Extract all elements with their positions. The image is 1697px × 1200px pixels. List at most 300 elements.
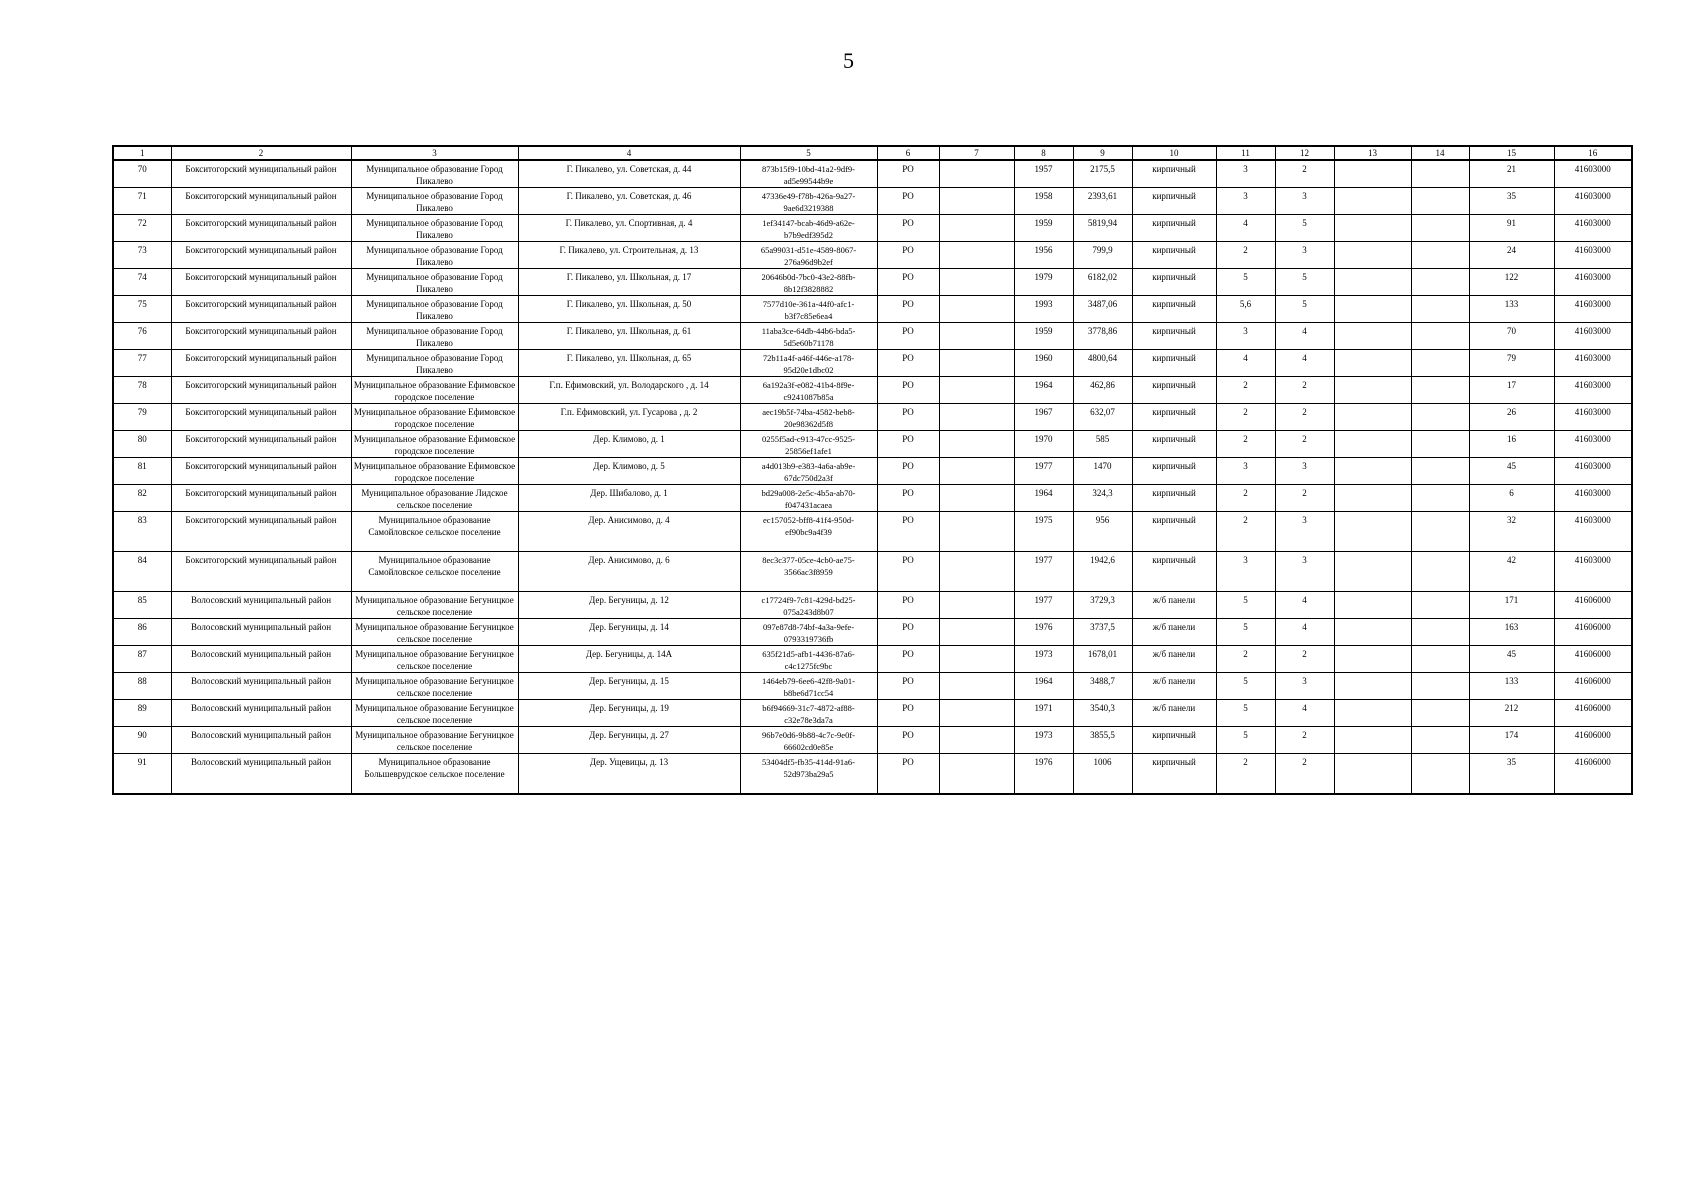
cell-municipality: Муниципальное образование Самойловское сельское поселение <box>351 552 518 592</box>
table-row <box>113 296 1632 323</box>
cell-col-14 <box>1411 269 1469 296</box>
cell-col-13 <box>1334 727 1411 754</box>
cell-col-7 <box>939 242 1014 269</box>
cell-district: Бокситогорский муниципальный район <box>171 323 351 350</box>
column-header-10: 10 <box>1132 146 1216 160</box>
cell-col-7 <box>939 485 1014 512</box>
cell-category: РО <box>877 404 939 431</box>
cell-residents: 45 <box>1469 646 1554 673</box>
cell-category: РО <box>877 160 939 188</box>
cell-area: 2393,61 <box>1073 188 1132 215</box>
column-header-7: 7 <box>939 146 1014 160</box>
cell-col-14 <box>1411 485 1469 512</box>
cell-col-14 <box>1411 431 1469 458</box>
cell-oktmo: 41606000 <box>1554 592 1632 619</box>
cell-year-built: 1979 <box>1014 269 1073 296</box>
cell-col-13 <box>1334 485 1411 512</box>
cell-address: Г. Пикалево, ул. Школьная, д. 65 <box>518 350 740 377</box>
cell-col-13 <box>1334 296 1411 323</box>
cell-fias-id: bd29a008-2e5c-4b5a-ab70-f047431acaea <box>740 485 877 512</box>
cell-municipality: Муниципальное образование Город Пикалево <box>351 188 518 215</box>
cell-row-number: 75 <box>113 296 171 323</box>
cell-col-14 <box>1411 458 1469 485</box>
cell-district: Бокситогорский муниципальный район <box>171 215 351 242</box>
cell-district: Волосовский муниципальный район <box>171 646 351 673</box>
cell-col-7 <box>939 754 1014 795</box>
table-row <box>113 188 1632 215</box>
cell-municipality: Муниципальное образование Ефимовское городское поселение <box>351 458 518 485</box>
cell-residents: 35 <box>1469 188 1554 215</box>
cell-oktmo: 41606000 <box>1554 727 1632 754</box>
column-header-2: 2 <box>171 146 351 160</box>
cell-year-built: 1970 <box>1014 431 1073 458</box>
cell-year-built: 1964 <box>1014 377 1073 404</box>
cell-entrances: 2 <box>1275 431 1334 458</box>
cell-address: Г. Пикалево, ул. Строительная, д. 13 <box>518 242 740 269</box>
cell-fias-id: ec157052-bff8-41f4-950d-ef90bc9a4f39 <box>740 512 877 552</box>
cell-oktmo: 41603000 <box>1554 512 1632 552</box>
cell-fias-id: 20646b0d-7bc0-43e2-88fb-8b12f3828882 <box>740 269 877 296</box>
cell-district: Бокситогорский муниципальный район <box>171 377 351 404</box>
cell-floors: 2 <box>1216 646 1275 673</box>
cell-wall-material: кирпичный <box>1132 431 1216 458</box>
cell-year-built: 1956 <box>1014 242 1073 269</box>
cell-district: Бокситогорский муниципальный район <box>171 296 351 323</box>
cell-col-14 <box>1411 619 1469 646</box>
cell-row-number: 90 <box>113 727 171 754</box>
cell-category: РО <box>877 512 939 552</box>
cell-col-14 <box>1411 242 1469 269</box>
cell-residents: 42 <box>1469 552 1554 592</box>
cell-district: Бокситогорский муниципальный район <box>171 431 351 458</box>
cell-col-7 <box>939 646 1014 673</box>
cell-district: Бокситогорский муниципальный район <box>171 188 351 215</box>
cell-wall-material: кирпичный <box>1132 458 1216 485</box>
cell-col-13 <box>1334 673 1411 700</box>
cell-municipality: Муниципальное образование Ефимовское городское поселение <box>351 377 518 404</box>
cell-area: 799,9 <box>1073 242 1132 269</box>
table-row <box>113 458 1632 485</box>
cell-year-built: 1964 <box>1014 485 1073 512</box>
cell-address: Г. Пикалево, ул. Спортивная, д. 4 <box>518 215 740 242</box>
cell-fias-id: 1464eb79-6ee6-42f8-9a01-b8be6d71cc54 <box>740 673 877 700</box>
cell-entrances: 2 <box>1275 485 1334 512</box>
cell-year-built: 1976 <box>1014 619 1073 646</box>
cell-row-number: 82 <box>113 485 171 512</box>
cell-floors: 3 <box>1216 160 1275 188</box>
cell-entrances: 4 <box>1275 592 1334 619</box>
cell-col-7 <box>939 296 1014 323</box>
cell-row-number: 78 <box>113 377 171 404</box>
cell-floors: 3 <box>1216 552 1275 592</box>
cell-district: Бокситогорский муниципальный район <box>171 512 351 552</box>
cell-oktmo: 41603000 <box>1554 296 1632 323</box>
cell-address: Дер. Климово, д. 5 <box>518 458 740 485</box>
cell-row-number: 89 <box>113 700 171 727</box>
cell-year-built: 1973 <box>1014 646 1073 673</box>
cell-oktmo: 41606000 <box>1554 754 1632 795</box>
cell-floors: 2 <box>1216 512 1275 552</box>
cell-col-13 <box>1334 188 1411 215</box>
cell-year-built: 1977 <box>1014 592 1073 619</box>
column-header-16: 16 <box>1554 146 1632 160</box>
cell-entrances: 3 <box>1275 188 1334 215</box>
cell-wall-material: кирпичный <box>1132 485 1216 512</box>
cell-area: 1678,01 <box>1073 646 1132 673</box>
cell-fias-id: 1ef34147-bcab-46d9-a62e-b7b9edf395d2 <box>740 215 877 242</box>
cell-entrances: 2 <box>1275 404 1334 431</box>
cell-district: Бокситогорский муниципальный район <box>171 552 351 592</box>
cell-col-14 <box>1411 592 1469 619</box>
cell-area: 3729,3 <box>1073 592 1132 619</box>
cell-entrances: 2 <box>1275 377 1334 404</box>
cell-address: Дер. Бегуницы, д. 19 <box>518 700 740 727</box>
cell-municipality: Муниципальное образование Бегуницкое сельское поселение <box>351 700 518 727</box>
cell-col-14 <box>1411 700 1469 727</box>
cell-residents: 122 <box>1469 269 1554 296</box>
cell-category: РО <box>877 552 939 592</box>
cell-residents: 6 <box>1469 485 1554 512</box>
cell-col-14 <box>1411 160 1469 188</box>
cell-fias-id: 11aba3ce-64db-44b6-bda5-5d5e60b71178 <box>740 323 877 350</box>
cell-fias-id: 6a192a3f-e082-41b4-8f9e-c9241087b85a <box>740 377 877 404</box>
cell-col-7 <box>939 458 1014 485</box>
column-header-8: 8 <box>1014 146 1073 160</box>
table-row <box>113 404 1632 431</box>
cell-col-13 <box>1334 512 1411 552</box>
table-row <box>113 431 1632 458</box>
cell-area: 3540,3 <box>1073 700 1132 727</box>
cell-col-13 <box>1334 700 1411 727</box>
cell-address: Г. Пикалево, ул. Школьная, д. 61 <box>518 323 740 350</box>
cell-area: 3855,5 <box>1073 727 1132 754</box>
table-row <box>113 512 1632 552</box>
cell-category: РО <box>877 700 939 727</box>
cell-col-14 <box>1411 323 1469 350</box>
cell-row-number: 86 <box>113 619 171 646</box>
cell-address: Дер. Ущевицы, д. 13 <box>518 754 740 795</box>
cell-col-13 <box>1334 552 1411 592</box>
cell-row-number: 91 <box>113 754 171 795</box>
table-row <box>113 242 1632 269</box>
cell-col-7 <box>939 512 1014 552</box>
cell-oktmo: 41606000 <box>1554 673 1632 700</box>
cell-entrances: 4 <box>1275 619 1334 646</box>
cell-year-built: 1971 <box>1014 700 1073 727</box>
column-header-1: 1 <box>113 146 171 160</box>
cell-floors: 5 <box>1216 673 1275 700</box>
cell-municipality: Муниципальное образование Самойловское сельское поселение <box>351 512 518 552</box>
table-row <box>113 552 1632 592</box>
cell-municipality: Муниципальное образование Город Пикалево <box>351 323 518 350</box>
cell-wall-material: кирпичный <box>1132 512 1216 552</box>
cell-row-number: 80 <box>113 431 171 458</box>
cell-col-14 <box>1411 350 1469 377</box>
cell-col-13 <box>1334 377 1411 404</box>
cell-year-built: 1958 <box>1014 188 1073 215</box>
cell-wall-material: кирпичный <box>1132 552 1216 592</box>
cell-col-13 <box>1334 646 1411 673</box>
cell-address: Г. Пикалево, ул. Советская, д. 44 <box>518 160 740 188</box>
cell-municipality: Муниципальное образование Город Пикалево <box>351 215 518 242</box>
cell-wall-material: ж/б панели <box>1132 673 1216 700</box>
cell-col-13 <box>1334 242 1411 269</box>
cell-address: Дер. Бегуницы, д. 15 <box>518 673 740 700</box>
cell-year-built: 1977 <box>1014 552 1073 592</box>
cell-oktmo: 41603000 <box>1554 215 1632 242</box>
cell-floors: 3 <box>1216 323 1275 350</box>
cell-area: 462,86 <box>1073 377 1132 404</box>
cell-entrances: 5 <box>1275 215 1334 242</box>
cell-residents: 21 <box>1469 160 1554 188</box>
cell-col-13 <box>1334 458 1411 485</box>
column-header-9: 9 <box>1073 146 1132 160</box>
cell-residents: 24 <box>1469 242 1554 269</box>
cell-area: 3737,5 <box>1073 619 1132 646</box>
cell-col-14 <box>1411 727 1469 754</box>
cell-entrances: 3 <box>1275 552 1334 592</box>
table-row <box>113 215 1632 242</box>
cell-col-7 <box>939 673 1014 700</box>
cell-area: 1006 <box>1073 754 1132 795</box>
cell-district: Бокситогорский муниципальный район <box>171 404 351 431</box>
cell-year-built: 1977 <box>1014 458 1073 485</box>
cell-municipality: Муниципальное образование Город Пикалево <box>351 269 518 296</box>
cell-municipality: Муниципальное образование Ефимовское городское поселение <box>351 431 518 458</box>
cell-entrances: 4 <box>1275 323 1334 350</box>
cell-municipality: Муниципальное образование Лидское сельское поселение <box>351 485 518 512</box>
cell-col-7 <box>939 592 1014 619</box>
cell-wall-material: кирпичный <box>1132 727 1216 754</box>
cell-oktmo: 41603000 <box>1554 431 1632 458</box>
cell-entrances: 3 <box>1275 673 1334 700</box>
cell-col-13 <box>1334 404 1411 431</box>
cell-oktmo: 41603000 <box>1554 552 1632 592</box>
cell-row-number: 76 <box>113 323 171 350</box>
cell-row-number: 71 <box>113 188 171 215</box>
cell-floors: 2 <box>1216 431 1275 458</box>
cell-floors: 3 <box>1216 458 1275 485</box>
cell-residents: 79 <box>1469 350 1554 377</box>
cell-category: РО <box>877 269 939 296</box>
cell-col-7 <box>939 727 1014 754</box>
cell-floors: 2 <box>1216 377 1275 404</box>
cell-floors: 5 <box>1216 619 1275 646</box>
cell-wall-material: кирпичный <box>1132 215 1216 242</box>
cell-entrances: 2 <box>1275 646 1334 673</box>
cell-residents: 133 <box>1469 296 1554 323</box>
cell-col-13 <box>1334 323 1411 350</box>
cell-area: 585 <box>1073 431 1132 458</box>
cell-fias-id: 8ec3c377-05ce-4cb0-ae75-3566ac3f8959 <box>740 552 877 592</box>
cell-floors: 4 <box>1216 350 1275 377</box>
cell-residents: 133 <box>1469 673 1554 700</box>
cell-year-built: 1957 <box>1014 160 1073 188</box>
cell-oktmo: 41606000 <box>1554 619 1632 646</box>
cell-fias-id: 96b7e0d6-9b88-4c7c-9e0f-66602cd0e85e <box>740 727 877 754</box>
cell-row-number: 87 <box>113 646 171 673</box>
cell-residents: 171 <box>1469 592 1554 619</box>
table-row <box>113 673 1632 700</box>
cell-col-13 <box>1334 592 1411 619</box>
cell-entrances: 2 <box>1275 160 1334 188</box>
cell-col-14 <box>1411 646 1469 673</box>
cell-row-number: 73 <box>113 242 171 269</box>
cell-col-7 <box>939 323 1014 350</box>
cell-residents: 17 <box>1469 377 1554 404</box>
cell-year-built: 1959 <box>1014 215 1073 242</box>
cell-wall-material: кирпичный <box>1132 269 1216 296</box>
cell-fias-id: c17724f9-7c81-429d-bd25-075a243d8b07 <box>740 592 877 619</box>
cell-wall-material: кирпичный <box>1132 350 1216 377</box>
cell-year-built: 1976 <box>1014 754 1073 795</box>
cell-category: РО <box>877 754 939 795</box>
cell-municipality: Муниципальное образование Ефимовское городское поселение <box>351 404 518 431</box>
cell-residents: 70 <box>1469 323 1554 350</box>
table-row <box>113 619 1632 646</box>
cell-col-7 <box>939 215 1014 242</box>
cell-area: 3778,86 <box>1073 323 1132 350</box>
cell-col-7 <box>939 350 1014 377</box>
cell-year-built: 1959 <box>1014 323 1073 350</box>
cell-row-number: 83 <box>113 512 171 552</box>
cell-area: 2175,5 <box>1073 160 1132 188</box>
table-row <box>113 592 1632 619</box>
column-header-13: 13 <box>1334 146 1411 160</box>
cell-entrances: 4 <box>1275 700 1334 727</box>
cell-residents: 91 <box>1469 215 1554 242</box>
cell-entrances: 2 <box>1275 754 1334 795</box>
cell-oktmo: 41606000 <box>1554 700 1632 727</box>
cell-oktmo: 41603000 <box>1554 377 1632 404</box>
cell-fias-id: 873b15f9-10bd-41a2-9df9-ad5e99544b9e <box>740 160 877 188</box>
cell-col-7 <box>939 431 1014 458</box>
cell-floors: 2 <box>1216 242 1275 269</box>
column-header-5: 5 <box>740 146 877 160</box>
cell-area: 1942,6 <box>1073 552 1132 592</box>
cell-entrances: 3 <box>1275 512 1334 552</box>
cell-address: Дер. Бегуницы, д. 14 <box>518 619 740 646</box>
cell-municipality: Муниципальное образование Город Пикалево <box>351 296 518 323</box>
cell-floors: 5 <box>1216 700 1275 727</box>
cell-district: Бокситогорский муниципальный район <box>171 485 351 512</box>
cell-municipality: Муниципальное образование Бегуницкое сельское поселение <box>351 646 518 673</box>
cell-fias-id: 7577d10e-361a-44f0-afc1-b3f7c85e6ea4 <box>740 296 877 323</box>
cell-wall-material: кирпичный <box>1132 160 1216 188</box>
table-row <box>113 269 1632 296</box>
cell-category: РО <box>877 188 939 215</box>
cell-oktmo: 41606000 <box>1554 646 1632 673</box>
cell-col-14 <box>1411 215 1469 242</box>
cell-municipality: Муниципальное образование Бегуницкое сельское поселение <box>351 592 518 619</box>
cell-address: Г.п. Ефимовский, ул. Гусарова , д. 2 <box>518 404 740 431</box>
cell-area: 6182,02 <box>1073 269 1132 296</box>
table-row <box>113 160 1632 188</box>
cell-col-13 <box>1334 431 1411 458</box>
cell-floors: 5 <box>1216 727 1275 754</box>
cell-area: 3488,7 <box>1073 673 1132 700</box>
cell-fias-id: 635f21d5-afb1-4436-87a6-c4c1275fc9bc <box>740 646 877 673</box>
cell-district: Бокситогорский муниципальный район <box>171 458 351 485</box>
cell-wall-material: кирпичный <box>1132 296 1216 323</box>
cell-col-7 <box>939 700 1014 727</box>
cell-district: Волосовский муниципальный район <box>171 754 351 795</box>
cell-wall-material: кирпичный <box>1132 323 1216 350</box>
cell-oktmo: 41603000 <box>1554 160 1632 188</box>
cell-row-number: 88 <box>113 673 171 700</box>
cell-district: Бокситогорский муниципальный район <box>171 269 351 296</box>
cell-col-7 <box>939 552 1014 592</box>
cell-year-built: 1967 <box>1014 404 1073 431</box>
cell-wall-material: кирпичный <box>1132 377 1216 404</box>
cell-row-number: 85 <box>113 592 171 619</box>
cell-district: Волосовский муниципальный район <box>171 619 351 646</box>
cell-floors: 5 <box>1216 269 1275 296</box>
cell-floors: 3 <box>1216 188 1275 215</box>
cell-category: РО <box>877 727 939 754</box>
table-row <box>113 754 1632 795</box>
cell-category: РО <box>877 350 939 377</box>
cell-district: Бокситогорский муниципальный район <box>171 160 351 188</box>
cell-district: Волосовский муниципальный район <box>171 592 351 619</box>
column-header-11: 11 <box>1216 146 1275 160</box>
cell-row-number: 74 <box>113 269 171 296</box>
cell-floors: 5 <box>1216 592 1275 619</box>
cell-oktmo: 41603000 <box>1554 404 1632 431</box>
cell-district: Волосовский муниципальный район <box>171 700 351 727</box>
cell-district: Бокситогорский муниципальный район <box>171 242 351 269</box>
cell-row-number: 72 <box>113 215 171 242</box>
cell-wall-material: ж/б панели <box>1132 619 1216 646</box>
cell-fias-id: a4d013b9-e383-4a6a-ab9e-67dc750d2a3f <box>740 458 877 485</box>
cell-municipality: Муниципальное образование Город Пикалево <box>351 350 518 377</box>
cell-address: Г. Пикалево, ул. Школьная, д. 17 <box>518 269 740 296</box>
cell-wall-material: ж/б панели <box>1132 700 1216 727</box>
cell-wall-material: кирпичный <box>1132 404 1216 431</box>
table-row <box>113 700 1632 727</box>
cell-area: 324,3 <box>1073 485 1132 512</box>
cell-row-number: 81 <box>113 458 171 485</box>
table-row <box>113 323 1632 350</box>
cell-year-built: 1973 <box>1014 727 1073 754</box>
cell-row-number: 70 <box>113 160 171 188</box>
cell-category: РО <box>877 485 939 512</box>
cell-area: 3487,06 <box>1073 296 1132 323</box>
cell-district: Волосовский муниципальный район <box>171 673 351 700</box>
cell-col-14 <box>1411 754 1469 795</box>
cell-category: РО <box>877 592 939 619</box>
cell-floors: 2 <box>1216 485 1275 512</box>
cell-col-7 <box>939 160 1014 188</box>
header-row <box>113 146 1632 160</box>
cell-municipality: Муниципальное образование Город Пикалево <box>351 160 518 188</box>
cell-wall-material: кирпичный <box>1132 242 1216 269</box>
cell-district: Бокситогорский муниципальный район <box>171 350 351 377</box>
cell-col-7 <box>939 188 1014 215</box>
cell-area: 1470 <box>1073 458 1132 485</box>
cell-category: РО <box>877 646 939 673</box>
cell-municipality: Муниципальное образование Бегуницкое сельское поселение <box>351 673 518 700</box>
cell-residents: 212 <box>1469 700 1554 727</box>
cell-category: РО <box>877 242 939 269</box>
cell-municipality: Муниципальное образование Бегуницкое сельское поселение <box>351 727 518 754</box>
cell-district: Волосовский муниципальный район <box>171 727 351 754</box>
cell-residents: 26 <box>1469 404 1554 431</box>
cell-col-7 <box>939 404 1014 431</box>
page-number: 5 <box>843 48 854 73</box>
cell-oktmo: 41603000 <box>1554 323 1632 350</box>
cell-col-14 <box>1411 552 1469 592</box>
